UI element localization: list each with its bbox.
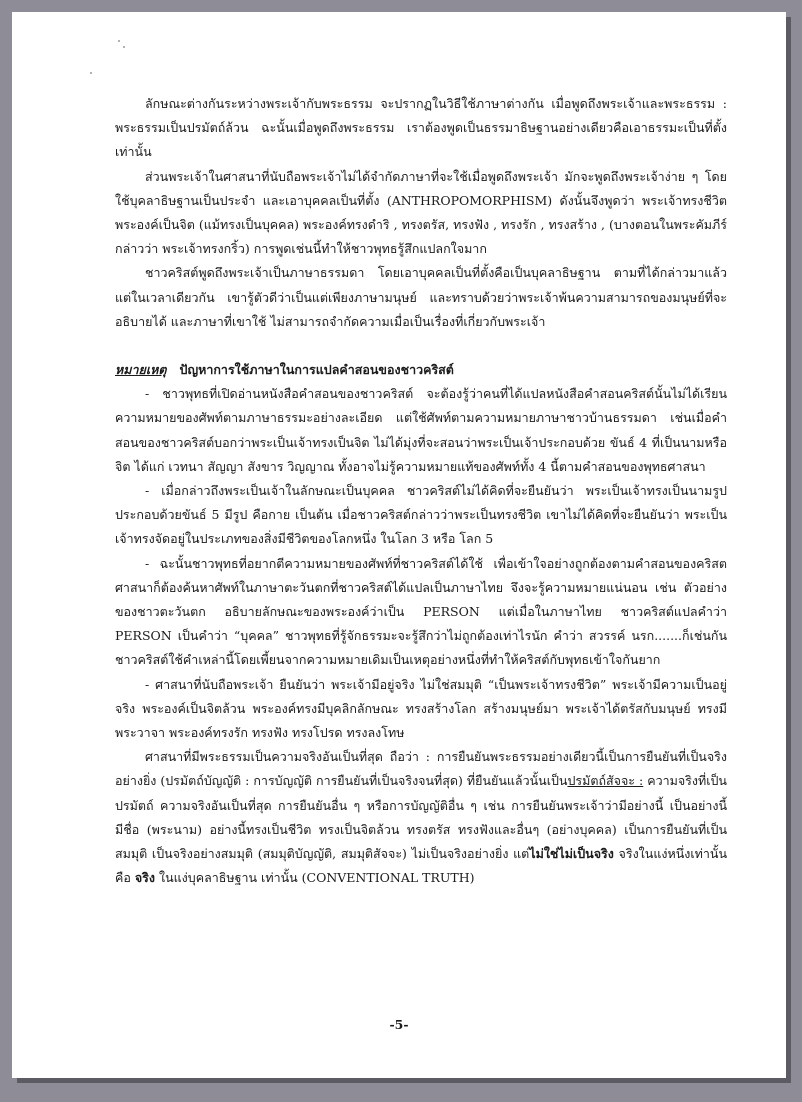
truth-underlined-term: ปรมัตถ์สัจจะ : [567, 773, 644, 789]
paragraph-bullet-god-exists: - ศาสนาที่นับถือพระเจ้า ยืนยันว่า พระเจ้ามีอยู่จริง ไม่ใช่สมมุติ “เป็นพระเจ้าทรงชีวิต” พระเจ้ามีความเป็นอยู่จริง พระองค์เป็นจิตล้วน พระองค์ทรงมีบุคลิกลักษณะ ทรงสร้างโลก สร้างมนุษย์มา พระเจ้าได้ตรัสกับมนุษย์ ทรงมีพระวาจา พระองค์ทรงรัก ทรงฟัง ทรงโปรด ทรงลงโทษ [115, 676, 727, 741]
truth-text-c: จริงในแง่หนึ่งเท่านั้นคือ [115, 846, 728, 886]
paragraph-bullet-person: - เมื่อกล่าวถึงพระเป็นเจ้าในลักษณะเป็นบุคคล ชาวคริสต์ไม่ได้คิดที่จะยืนยันว่า พระเป็นเจ้าทรงเป็นนามรูป ประกอบด้วยขันธ์ 5 มีรูป คือกาย เป็นต้น เมื่อชาวคริสต์กล่าวว่าพระเป็นทรงชีวิต เขาไม่ได้คิดที่จะยืนยันว่า พระเป็นเจ้าทรงจัดอยู่ในประเภทของสิ่งมีชีวิตของโลกหนึ่ง ในโลก 3 หรือ โลก 5 [115, 483, 727, 547]
truth-text-a: ศาสนาที่มีพระธรรมเป็นความจริงอันเป็นที่สุด ถือว่า : การยืนยันพระธรรมอย่างเดียวนี้เป็นการยืนยันที่เป็นจริงอย่างยิ่ง (ปรมัตถ์บัญญัติ : การบัญญัติ การยืนยันที่เป็นจริงจนที่สุด) ที่ยืนยันแล้วนั้นเป็น [115, 749, 727, 789]
scan-speck [118, 40, 120, 42]
paragraph-god-and-dhamma: ลักษณะต่างกันระหว่างพระเจ้ากับพระธรรม จะปรากฏในวิธีใช้ภาษาต่างกัน เมื่อพูดถึงพระเจ้าและพระธรรม : พระธรรมเป็นปรมัตถ์ล้วน ฉะนั้นเมื่อพูดถึงพระธรรม เราต้องพูดเป็นธรรมาธิษฐานอย่างเดียวคือเอาธรรมะเป็นที่ตั้งเท่านั้น [115, 96, 727, 160]
scan-speck [123, 46, 125, 48]
paragraph-bullet-interpretation: - ฉะนั้นชาวพุทธที่อยากตีความหมายของศัพท์ที่ชาวคริสต์ได้ใช้ เพื่อเข้าใจอย่างถูกต้องตามคำสอนของคริสตศาสนาก็ต้องค้นหาศัพท์ในภาษาตะวันตกที่ชาวคริสต์ได้แปลเป็นภาษาไทย จึงจะรู้ความหมายแน่นอน เช่น ตัวอย่างของชาวตะวันตก อธิบายลักษณะของพระองค์ว่าเป็น PERSON แต่เมื่อในภาษาไทย ชาวคริสต์แปลคำว่า PERSON เป็นคำว่า “บุคคล” ชาวพุทธที่รู้จักธรรมะจะรู้สึกว่าไม่ถูกต้องเท่าไรนัก คำว่า สวรรค์ นรก.......ก็เช่นกัน ชาวคริสต์ใช้คำเหล่านี้โดยเพี้ยนจากความหมายเดิมเป็นเหตุอย่างหนึ่งที่ทำให้คริสต์กับพุทธเข้าใจกันยาก [115, 555, 727, 668]
document-page [12, 12, 786, 1078]
truth-bold-phrase: ไม่ใช่ไม่เป็นจริง [529, 846, 614, 862]
paragraph-anthropomorphism: ส่วนพระเจ้าในศาสนาที่นับถือพระเจ้าไม่ได้จำกัดภาษาที่จะใช้เมื่อพูดถึงพระเจ้า มักจะพูดถึงพระเจ้าง่าย ๆ โดยใช้บุคลาธิษฐานเป็นประจำ และเอาบุคคลเป็นที่ตั้ง (ANTHROPOMORPHISM) ดังนั้นจึงพูดว่า พระเจ้าทรงชีวิต พระองค์เป็นจิต (แม้ทรงเป็นบุคคล) พระองค์ทรงดำริ , ทรงตรัส, ทรงฟัง , ทรงรัก , ทรงสร้าง , (บางตอนในพระคัมภีร์กล่าวว่า พระเจ้าทรงกริ้ว) การพูดเช่นนี้ทำให้ชาวพุทธรู้สึกแปลกใจมาก [115, 168, 727, 257]
heading-title: ปัญหาการใช้ภาษาในการแปลคำสอนของชาวคริสต์ [179, 362, 454, 378]
page-body [115, 92, 727, 891]
section-heading [115, 358, 727, 382]
page-number: -5- [389, 1017, 409, 1032]
truth-bold-word: จริง [134, 870, 155, 886]
truth-text-b: ความจริงที่เป็นปรมัตถ์ ความจริงอันเป็นที่สุด การยืนยันอื่น ๆ หรือการบัญญัติอื่น ๆ เช่น การยืนยันพระเจ้าว่ามีอย่างนี้ เป็นอย่างนี้ มีชื่อ (พระนาม) อย่างนี้ทรงเป็นชีวิต ทรงเป็นจิตล้วน ทรงตรัส ทรงฟังและอื่นๆ (อย่างบุคคล) เป็นการยืนยันที่เป็นสมมุติ เป็นจริงอย่างสมมุติ (สมมุติบัญญัติ, สมมุติสัจจะ) ไม่เป็นจริงอย่างยิ่ง แต่ [115, 773, 727, 862]
paragraph-ultimate-truth [115, 745, 727, 890]
truth-text-d: ในแง่บุคลาธิษฐาน เท่านั้น (CONVENTIONAL TRUTH) [155, 870, 475, 886]
scan-speck [90, 72, 92, 74]
paragraph-bullet-translation: - ชาวพุทธที่เปิดอ่านหนังสือคำสอนของชาวคริสต์ จะต้องรู้ว่าคนที่ได้แปลหนังสือคำสอนคริสต์นั้นไม่ได้เรียนความหมายของศัพท์ตามภาษาธรรมะอย่างละเอียด แต่ใช้ศัพท์ตามความหมายภาษาชาวบ้านธรรมดา เช่นเมื่อคำสอนของชาวคริสต์บอกว่าพระเป็นเจ้าทรงเป็นจิต ไม่ได้มุ่งที่จะสอนว่าพระเป็นเจ้าประกอบด้วย ขันธ์ 4 ที่เป็นนามหรือจิต ได้แก่ เวทนา สัญญา สังขาร วิญญาณ ทั้งอาจไม่รู้ความหมายแท้ของศัพท์ทั้ง 4 นี้ตามคำสอนของพุทธศาสนา [115, 386, 727, 474]
paragraph-christian-language: ชาวคริสต์พูดถึงพระเจ้าเป็นภาษาธรรมดา โดยเอาบุคคลเป็นที่ตั้งคือเป็นบุคลาธิษฐาน ตามที่ได้กล่าวมาแล้ว แต่ในเวลาเดียวกัน เขารู้ตัวดีว่าเป็นแต่เพียงภาษามนุษย์ และทราบด้วยว่าพระเจ้าพ้นความสามารถของมนุษย์ที่จะอธิบายได้ และภาษาที่เขาใช้ ไม่สามารถจำกัดความเมื่อเป็นเรื่องที่เกี่ยวกับพระเจ้า [115, 265, 727, 329]
section-gap [115, 334, 727, 358]
heading-note-label: หมายเหตุ [115, 362, 167, 378]
